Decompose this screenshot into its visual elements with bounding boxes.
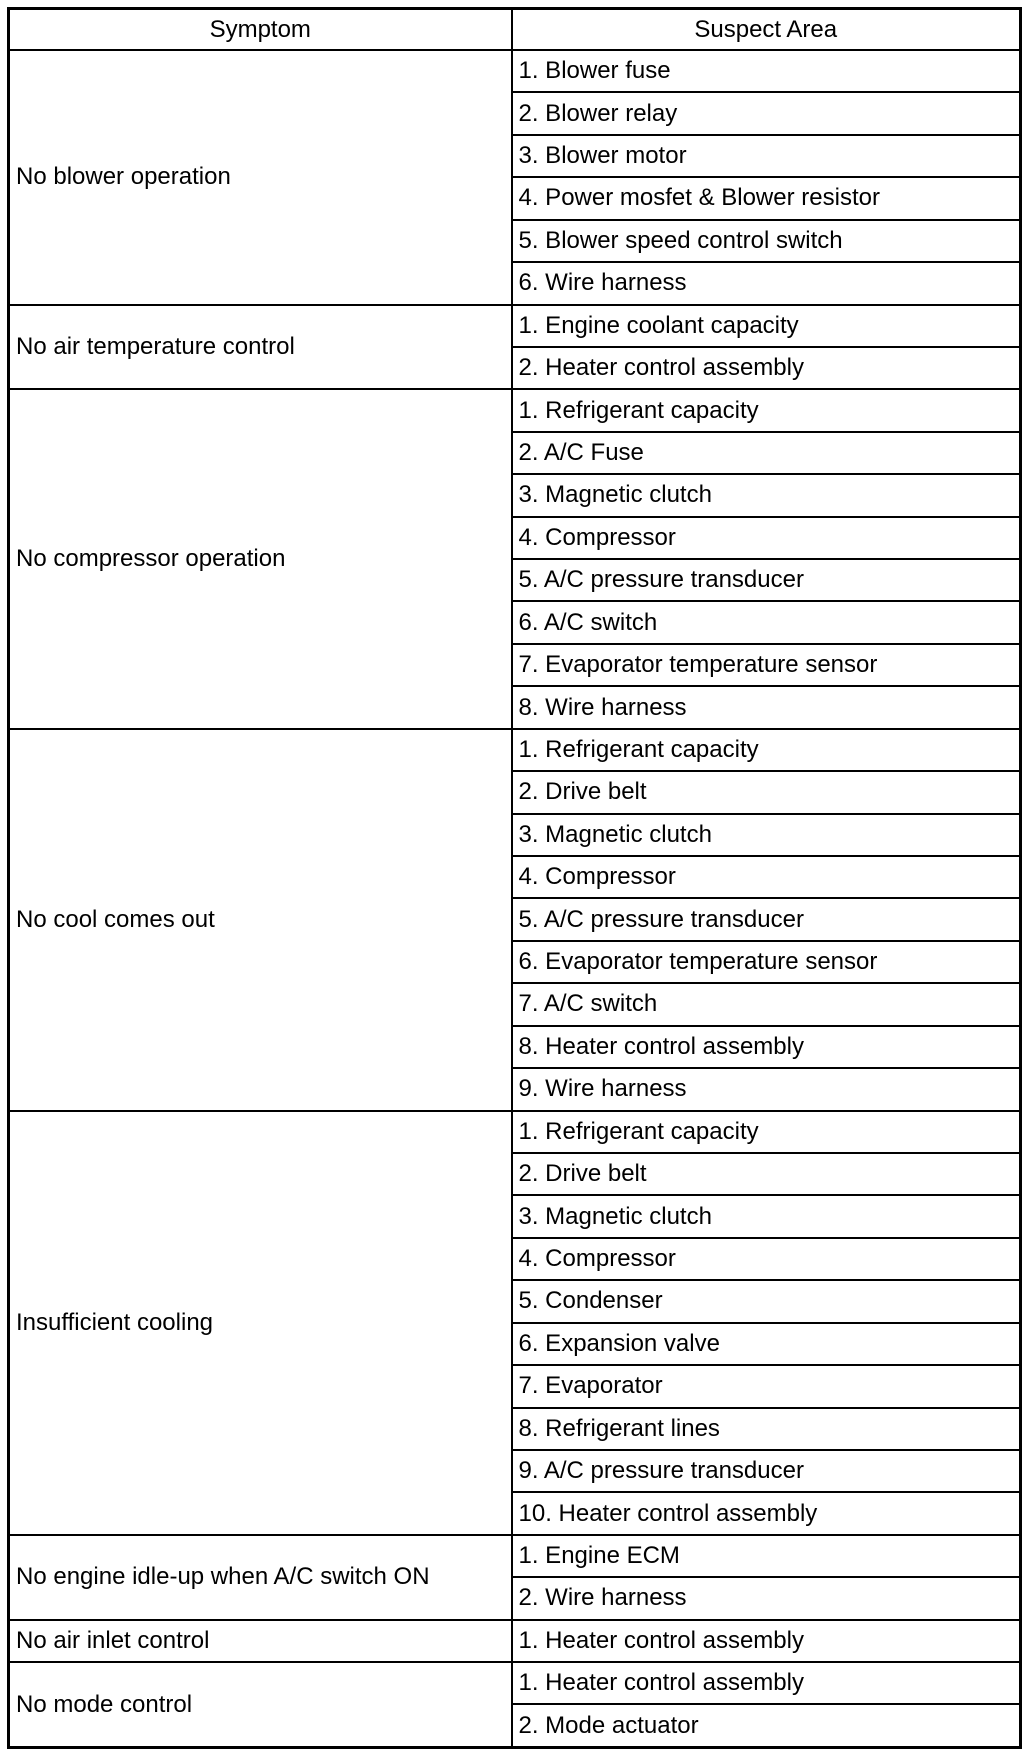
suspect-area-cell: 6. Expansion valve bbox=[512, 1323, 1021, 1365]
symptom-cell: No mode control bbox=[9, 1662, 512, 1747]
suspect-area-cell: 9. Wire harness bbox=[512, 1068, 1021, 1110]
suspect-area-cell: 10. Heater control assembly bbox=[512, 1492, 1021, 1534]
suspect-area-cell: 5. Blower speed control switch bbox=[512, 220, 1021, 262]
suspect-area-cell: 2. Blower relay bbox=[512, 92, 1021, 134]
suspect-area-cell: 3. Blower motor bbox=[512, 135, 1021, 177]
suspect-area-cell: 4. Compressor bbox=[512, 856, 1021, 898]
suspect-area-cell: 6. Evaporator temperature sensor bbox=[512, 941, 1021, 983]
symptom-cell: No blower operation bbox=[9, 50, 512, 305]
suspect-area-cell: 4. Power mosfet & Blower resistor bbox=[512, 177, 1021, 219]
header-suspect-area: Suspect Area bbox=[512, 9, 1021, 51]
suspect-area-cell: 2. Mode actuator bbox=[512, 1704, 1021, 1747]
table-row bbox=[9, 50, 1021, 92]
suspect-area-cell: 8. Heater control assembly bbox=[512, 1026, 1021, 1068]
table-row bbox=[9, 1535, 1021, 1577]
suspect-area-cell: 7. Evaporator temperature sensor bbox=[512, 644, 1021, 686]
suspect-area-cell: 1. Heater control assembly bbox=[512, 1662, 1021, 1704]
symptom-cell: No air temperature control bbox=[9, 305, 512, 390]
suspect-area-cell: 6. Wire harness bbox=[512, 262, 1021, 304]
suspect-area-cell: 1. Engine coolant capacity bbox=[512, 305, 1021, 347]
symptom-cell: No air inlet control bbox=[9, 1620, 512, 1662]
table-body bbox=[9, 50, 1021, 1748]
table-row bbox=[9, 389, 1021, 431]
suspect-area-cell: 2. Wire harness bbox=[512, 1577, 1021, 1619]
suspect-area-cell: 1. Refrigerant capacity bbox=[512, 729, 1021, 771]
suspect-area-cell: 2. A/C Fuse bbox=[512, 432, 1021, 474]
suspect-area-cell: 4. Compressor bbox=[512, 1238, 1021, 1280]
header-symptom: Symptom bbox=[9, 9, 512, 51]
symptom-cell: No compressor operation bbox=[9, 389, 512, 728]
suspect-area-cell: 5. Condenser bbox=[512, 1280, 1021, 1322]
suspect-area-cell: 7. A/C switch bbox=[512, 983, 1021, 1025]
suspect-area-cell: 1. Engine ECM bbox=[512, 1535, 1021, 1577]
suspect-area-cell: 9. A/C pressure transducer bbox=[512, 1450, 1021, 1492]
symptom-cell: No engine idle-up when A/C switch ON bbox=[9, 1535, 512, 1620]
suspect-area-cell: 1. Refrigerant capacity bbox=[512, 389, 1021, 431]
symptom-cell: No cool comes out bbox=[9, 729, 512, 1111]
table-row bbox=[9, 1662, 1021, 1704]
suspect-area-cell: 2. Heater control assembly bbox=[512, 347, 1021, 389]
suspect-area-cell: 4. Compressor bbox=[512, 517, 1021, 559]
suspect-area-cell: 3. Magnetic clutch bbox=[512, 474, 1021, 516]
suspect-area-cell: 2. Drive belt bbox=[512, 771, 1021, 813]
suspect-area-cell: 8. Refrigerant lines bbox=[512, 1408, 1021, 1450]
table-row bbox=[9, 729, 1021, 771]
suspect-area-cell: 5. A/C pressure transducer bbox=[512, 898, 1021, 940]
suspect-area-cell: 1. Refrigerant capacity bbox=[512, 1111, 1021, 1153]
suspect-area-cell: 5. A/C pressure transducer bbox=[512, 559, 1021, 601]
suspect-area-cell: 1. Heater control assembly bbox=[512, 1620, 1021, 1662]
suspect-area-cell: 3. Magnetic clutch bbox=[512, 1195, 1021, 1237]
table-row bbox=[9, 1111, 1021, 1153]
suspect-area-cell: 8. Wire harness bbox=[512, 686, 1021, 728]
table-row bbox=[9, 1620, 1021, 1662]
suspect-area-cell: 2. Drive belt bbox=[512, 1153, 1021, 1195]
symptom-cell: Insufficient cooling bbox=[9, 1111, 512, 1535]
troubleshooting-table bbox=[7, 7, 1022, 1749]
header-row bbox=[9, 9, 1021, 51]
suspect-area-cell: 3. Magnetic clutch bbox=[512, 814, 1021, 856]
suspect-area-cell: 1. Blower fuse bbox=[512, 50, 1021, 92]
suspect-area-cell: 6. A/C switch bbox=[512, 601, 1021, 643]
suspect-area-cell: 7. Evaporator bbox=[512, 1365, 1021, 1407]
table-row bbox=[9, 305, 1021, 347]
